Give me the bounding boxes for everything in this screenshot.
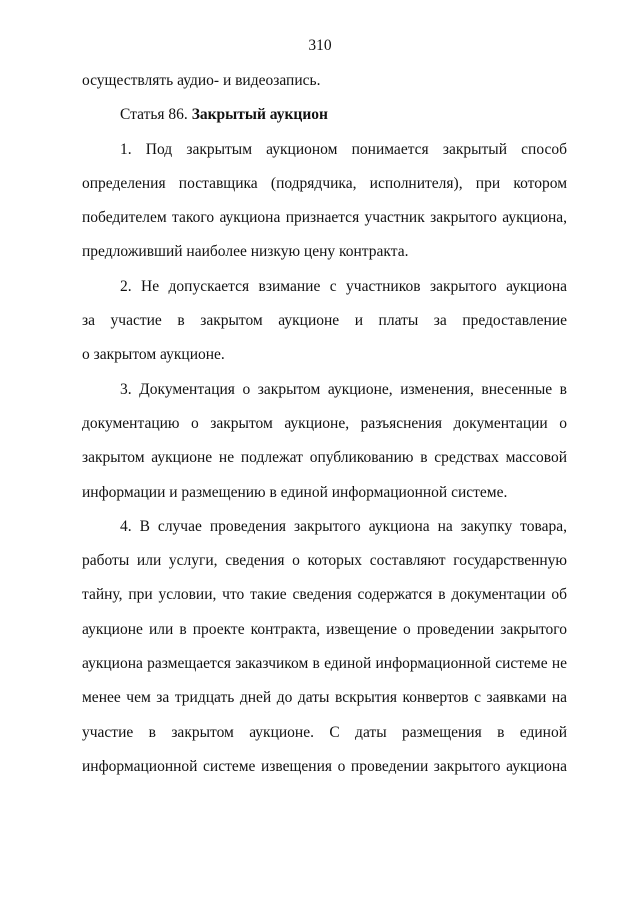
paragraph-2-line-3: о закрытом аукционе. — [82, 346, 225, 364]
paragraph-4-line-8: информационной системе извещения о проведении закрытого аукциона — [82, 757, 567, 775]
article-heading — [82, 98, 567, 132]
paragraph-3-line-2: документацию о закрытом аукционе, разъяснения документации о — [82, 414, 567, 432]
paragraph-3-line-4: информации и размещению в единой информационной системе. — [82, 483, 508, 501]
paragraph-1-line-2: определения поставщика (подрядчика, исполнителя), при котором — [82, 174, 567, 192]
paragraph-4-line-5: аукциона размещается заказчиком в единой информационной системе не — [82, 655, 567, 673]
text-line: осуществлять аудио- и видеозапись. — [82, 72, 321, 89]
paragraph-4-line-3: тайну, при условии, что такие сведения содержатся в документации об — [82, 586, 567, 604]
document-body — [82, 64, 567, 784]
paragraph-1-line-1: 1. Под закрытым аукционом понимается закрытый способ — [120, 140, 567, 158]
paragraph-3-line-1: 3. Документация о закрытом аукционе, изменения, внесенные в — [120, 380, 567, 398]
paragraph-1-line-4: предложивший наиболее низкую цену контракта. — [82, 243, 409, 261]
page-number: 310 — [308, 37, 332, 54]
paragraph-4-line-2: работы или услуги, сведения о которых составляют государственную — [82, 552, 567, 570]
paragraph-3-line-3: закрытом аукционе не подлежат опубликованию в средствах массовой — [82, 449, 567, 467]
paragraph-4-line-6: менее чем за тридцать дней до даты вскрытия конвертов с заявками на — [82, 689, 567, 707]
paragraph-4-line-4: аукционе или в проекте контракта, извещение о проведении закрытого — [82, 620, 567, 638]
paragraph-4-line-1: 4. В случае проведения закрытого аукциона на закупку товара, — [120, 517, 567, 535]
paragraph-4-line-7: участие в закрытом аукционе. С даты размещения в единой — [82, 723, 567, 741]
paragraph-2-line-2: за участие в закрытом аукционе и платы за предоставление — [82, 312, 567, 330]
paragraph-1-line-3: победителем такого аукциона признается участник закрытого аукциона, — [82, 209, 567, 227]
article-number: Статья 86. — [120, 106, 192, 124]
paragraph-2-line-1: 2. Не допускается взимание с участников закрытого аукциона — [120, 277, 567, 295]
article-title: Закрытый аукцион — [191, 106, 328, 124]
